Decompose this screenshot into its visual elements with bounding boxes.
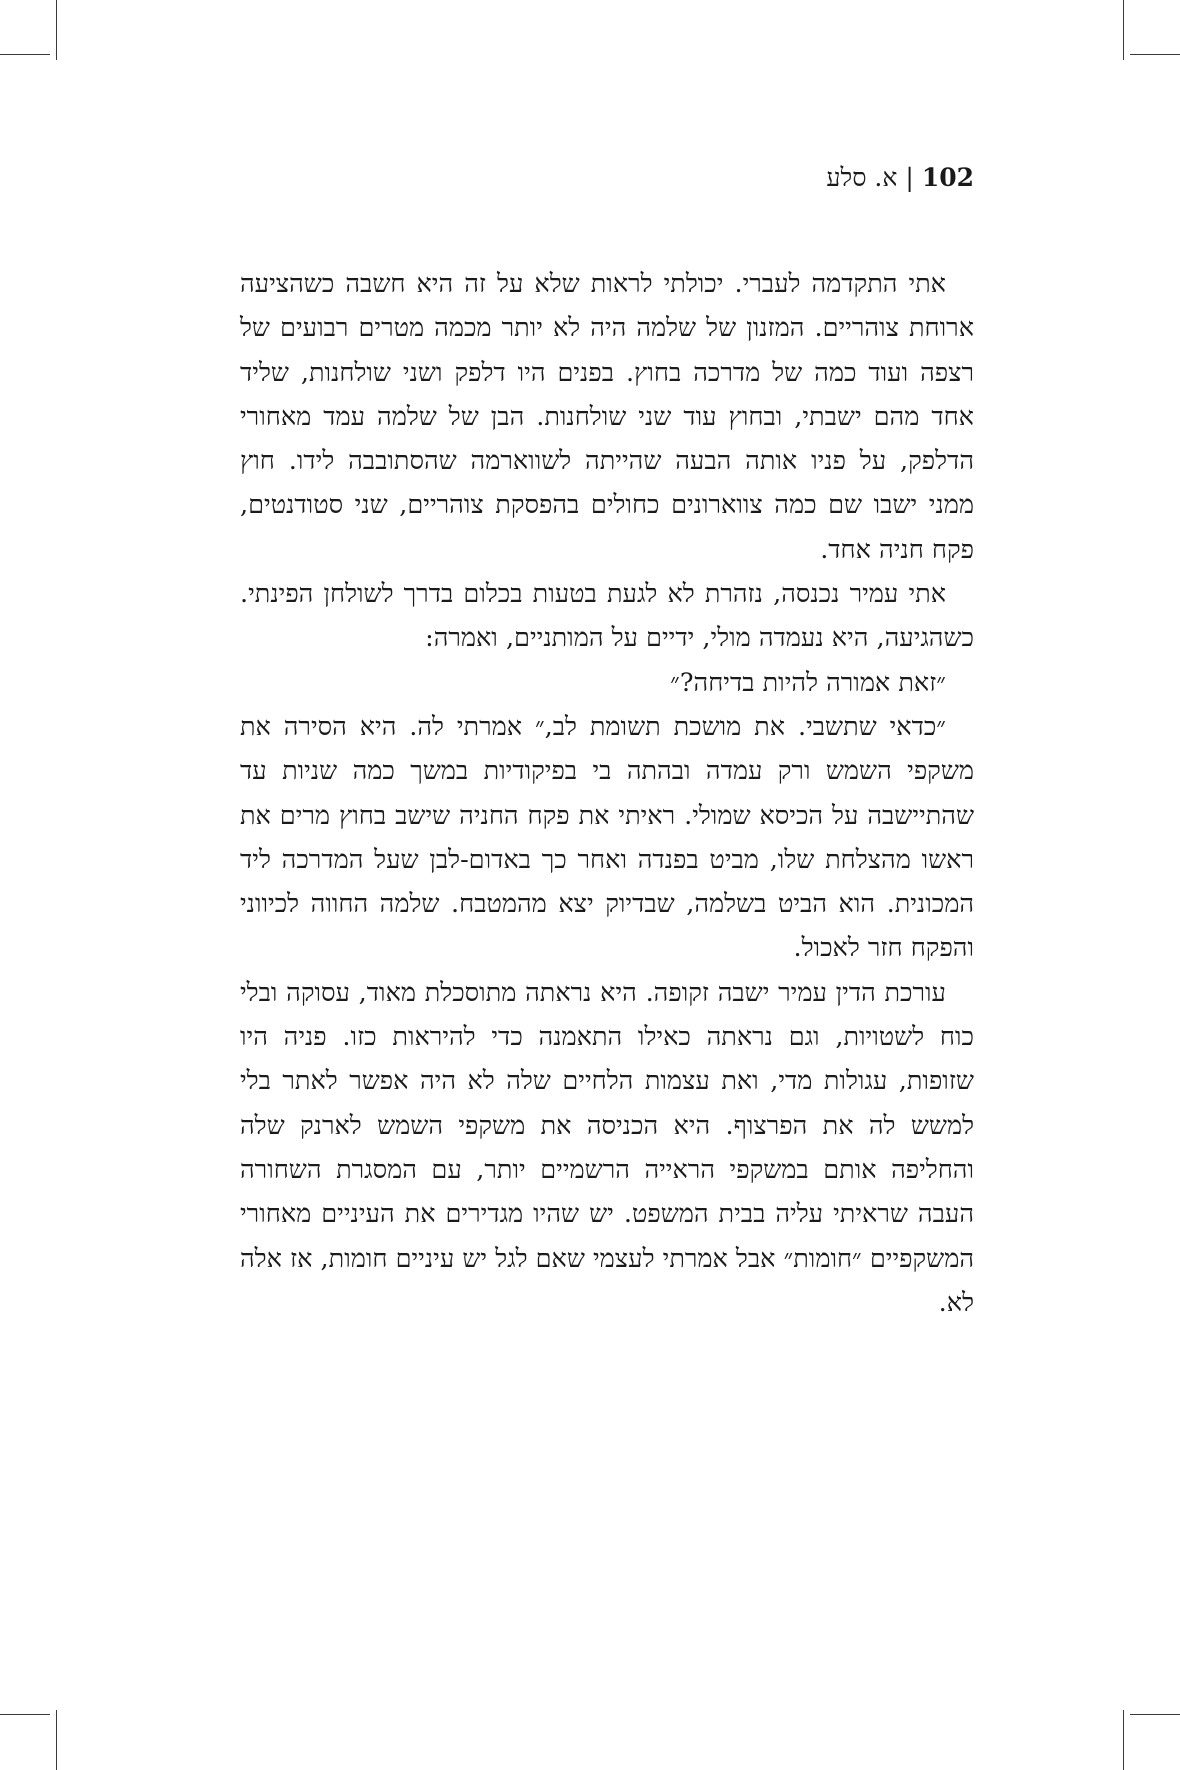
page-number: 102 — [921, 163, 974, 192]
body-text — [240, 262, 974, 1325]
crop-mark-bottom-right — [1123, 1710, 1124, 1770]
paragraph: ״כדאי שתשבי. את מושכת תשומת לב,״ אמרתי לה. היא הסירה את משקפי השמש ורק עמדה ובהתה בי בפיקודיות במשך כמה שניות עד שהתיישבה על הכיסא שמולי. ראיתי את פקח החניה שישב בחוץ מרים את ראשו מהצלחת שלו, מביט בפנדה ואחר כך באדום-לבן שעל המדרכה ליד המכונית. הוא הביט בשלמה, שבדיוק יצא מהמטבח. שלמה החווה לכיווני והפקח חזר לאכול. — [240, 711, 974, 964]
paragraph-dialogue: ״זאת אמורה להיות בדיחה?״ — [670, 667, 946, 698]
paragraph: עורכת הדין עמיר ישבה זקופה. היא נראתה מתוסכלת מאוד, עסוקה ובלי כוח לשטויות, וגם נראתה כאילו התאמנה כדי להיראות כזו. פניה היו שזופות, עגולות מדי, ואת עצמות הלחיים שלה לא היה אפשר לאתר בלי למשש לה את הפרצוף. היא הכניסה את משקפי השמש לארנק שלה והחליפה אותם במשקפי הראייה הרשמיים יותר, עם המסגרת השחורה העבה שראיתי עליה בבית המשפט. יש שהיו מגדירים את העיניים מאחורי המשקפיים ״חומות״ אבל אמרתי לעצמי שאם לגל יש עיניים חומות, אז אלה לא. — [240, 977, 974, 1318]
crop-mark-bottom-left — [56, 1710, 57, 1770]
author-name: א. סלע — [826, 163, 898, 192]
paragraph: אתי התקדמה לעברי. יכולתי לראות שלא על זה היא חשבה כשהציעה ארוחת צוהריים. המזנון של שלמה היה לא יותר מכמה מטרים רבועים של רצפה ועוד כמה של מדרכה בחוץ. בפנים היו דלפק ושני שולחנות, שליד אחד מהם ישבתי, ובחוץ עוד שני שולחנות. הבן של שלמה עמד מאחורי הדלפק, על פניו אותה הבעה שהייתה לשווארמה שהסתובבה לידו. חוץ ממני ישבו שם כמה צווארונים כחולים בהפסקת צוהריים, שני סטודנטים, פקח חניה אחד. — [240, 269, 974, 565]
crop-mark-top-left — [56, 0, 57, 60]
paragraph: אתי עמיר נכנסה, נזהרת לא לגעת בטעות בכלום בדרך לשולחן הפינתי. כשהגיעה, היא נעמדה מולי, ידיים על המותניים, ואמרה: — [240, 579, 974, 654]
crop-mark-top-right-horizontal — [1130, 54, 1180, 55]
header-separator: | — [905, 163, 914, 192]
crop-mark-top-left-horizontal — [0, 54, 50, 55]
crop-mark-bottom-left-horizontal — [0, 1714, 50, 1715]
crop-mark-bottom-right-horizontal — [1130, 1714, 1180, 1715]
crop-mark-top-right — [1123, 0, 1124, 60]
running-header — [240, 158, 974, 198]
